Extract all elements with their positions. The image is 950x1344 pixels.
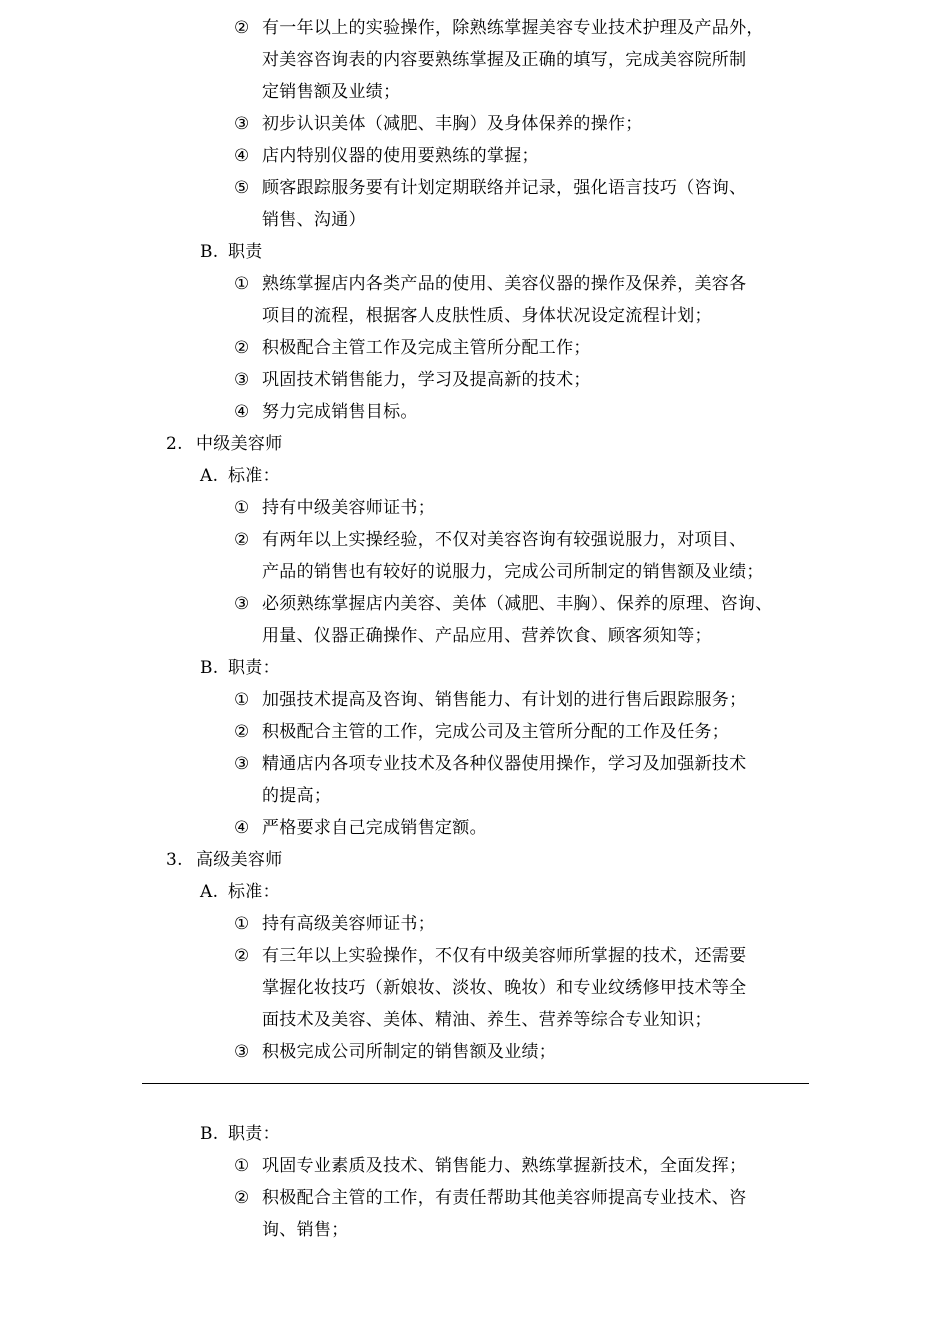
item-marker: ③ [234,114,250,134]
section-title: 高级美容师 [196,850,283,870]
item-text: 顾客跟踪服务要有计划定期联络并记录，强化语言技巧（咨询、 [262,178,747,198]
item-marker: ② [234,338,250,358]
item-text-continued: 定销售额及业绩； [262,82,401,102]
item-marker: ③ [234,754,250,774]
item-text-continued: 对美容咨询表的内容要熟练掌握及正确的填写，完成美容院所制 [262,50,747,70]
item-text: 店内特别仪器的使用要熟练的掌握； [262,146,539,166]
item-marker: ⑤ [234,178,250,198]
section-number: 3. [166,850,183,870]
item-marker: ② [234,946,250,966]
item-text: 有两年以上实操经验，不仅对美容咨询有较强说服力，对项目、 [262,530,747,550]
item-marker: ② [234,722,250,742]
item-text: 持有中级美容师证书； [262,498,435,518]
item-marker: ① [234,690,250,710]
item-text-continued: 掌握化妆技巧（新娘妆、淡妆、晚妆）和专业纹绣修甲技术等全 [262,978,747,998]
subsection-title: 标准： [228,882,280,902]
item-text: 精通店内各项专业技术及各种仪器使用操作，学习及加强新技术 [262,754,747,774]
subsection-marker: A. [200,466,219,486]
item-marker: ③ [234,1042,250,1062]
item-marker: ① [234,498,250,518]
item-text: 积极完成公司所制定的销售额及业绩； [262,1042,557,1062]
item-text: 必须熟练掌握店内美容、美体（减肥、丰胸）、保养的原理、咨询、 [262,594,773,614]
item-marker: ① [234,274,250,294]
item-text: 初步认识美体（减肥、丰胸）及身体保养的操作； [262,114,643,134]
item-text-continued: 询、销售； [262,1220,349,1240]
item-text: 熟练掌握店内各类产品的使用、美容仪器的操作及保养，美容各 [262,274,747,294]
item-text: 有三年以上实验操作，不仅有中级美容师所掌握的技术，还需要 [262,946,747,966]
item-text: 有一年以上的实验操作，除熟练掌握美容专业技术护理及产品外， [262,18,764,38]
item-text: 巩固专业素质及技术、销售能力、熟练掌握新技术，全面发挥； [262,1156,747,1176]
item-marker: ② [234,1188,250,1208]
item-text: 努力完成销售目标。 [262,402,418,422]
section-title: 中级美容师 [196,434,283,454]
item-text: 巩固技术销售能力，学习及提高新的技术； [262,370,591,390]
item-marker: ④ [234,146,250,166]
subsection-marker: B. [200,242,219,262]
item-text: 积极配合主管工作及完成主管所分配工作； [262,338,591,358]
item-marker: ④ [234,818,250,838]
item-text-continued: 的提高； [262,786,332,806]
item-marker: ③ [234,594,250,614]
item-marker: ③ [234,370,250,390]
item-text: 持有高级美容师证书； [262,914,435,934]
item-marker: ① [234,914,250,934]
item-text-continued: 产品的销售也有较好的说服力，完成公司所制定的销售额及业绩； [262,562,764,582]
subsection-title: 职责 [228,242,263,262]
subsection-marker: B. [200,1124,219,1144]
item-text: 加强技术提高及咨询、销售能力、有计划的进行售后跟踪服务； [262,690,747,710]
item-text-continued: 面技术及美容、美体、精油、养生、营养等综合专业知识； [262,1010,712,1030]
subsection-marker: A. [200,882,219,902]
subsection-title: 职责： [228,1124,280,1144]
subsection-title: 标准： [228,466,280,486]
item-marker: ④ [234,402,250,422]
item-text-continued: 销售、沟通） [262,210,366,230]
item-text-continued: 用量、仪器正确操作、产品应用、营养饮食、顾客须知等； [262,626,712,646]
item-text-continued: 项目的流程，根据客人皮肤性质、身体状况设定流程计划； [262,306,712,326]
item-marker: ② [234,18,250,38]
section-number: 2. [166,434,183,454]
page-divider [142,1083,809,1084]
item-text: 积极配合主管的工作，完成公司及主管所分配的工作及任务； [262,722,730,742]
item-marker: ② [234,530,250,550]
item-text: 积极配合主管的工作，有责任帮助其他美容师提高专业技术、咨 [262,1188,747,1208]
item-text: 严格要求自己完成销售定额。 [262,818,487,838]
subsection-title: 职责： [228,658,280,678]
item-marker: ① [234,1156,250,1176]
subsection-marker: B. [200,658,219,678]
